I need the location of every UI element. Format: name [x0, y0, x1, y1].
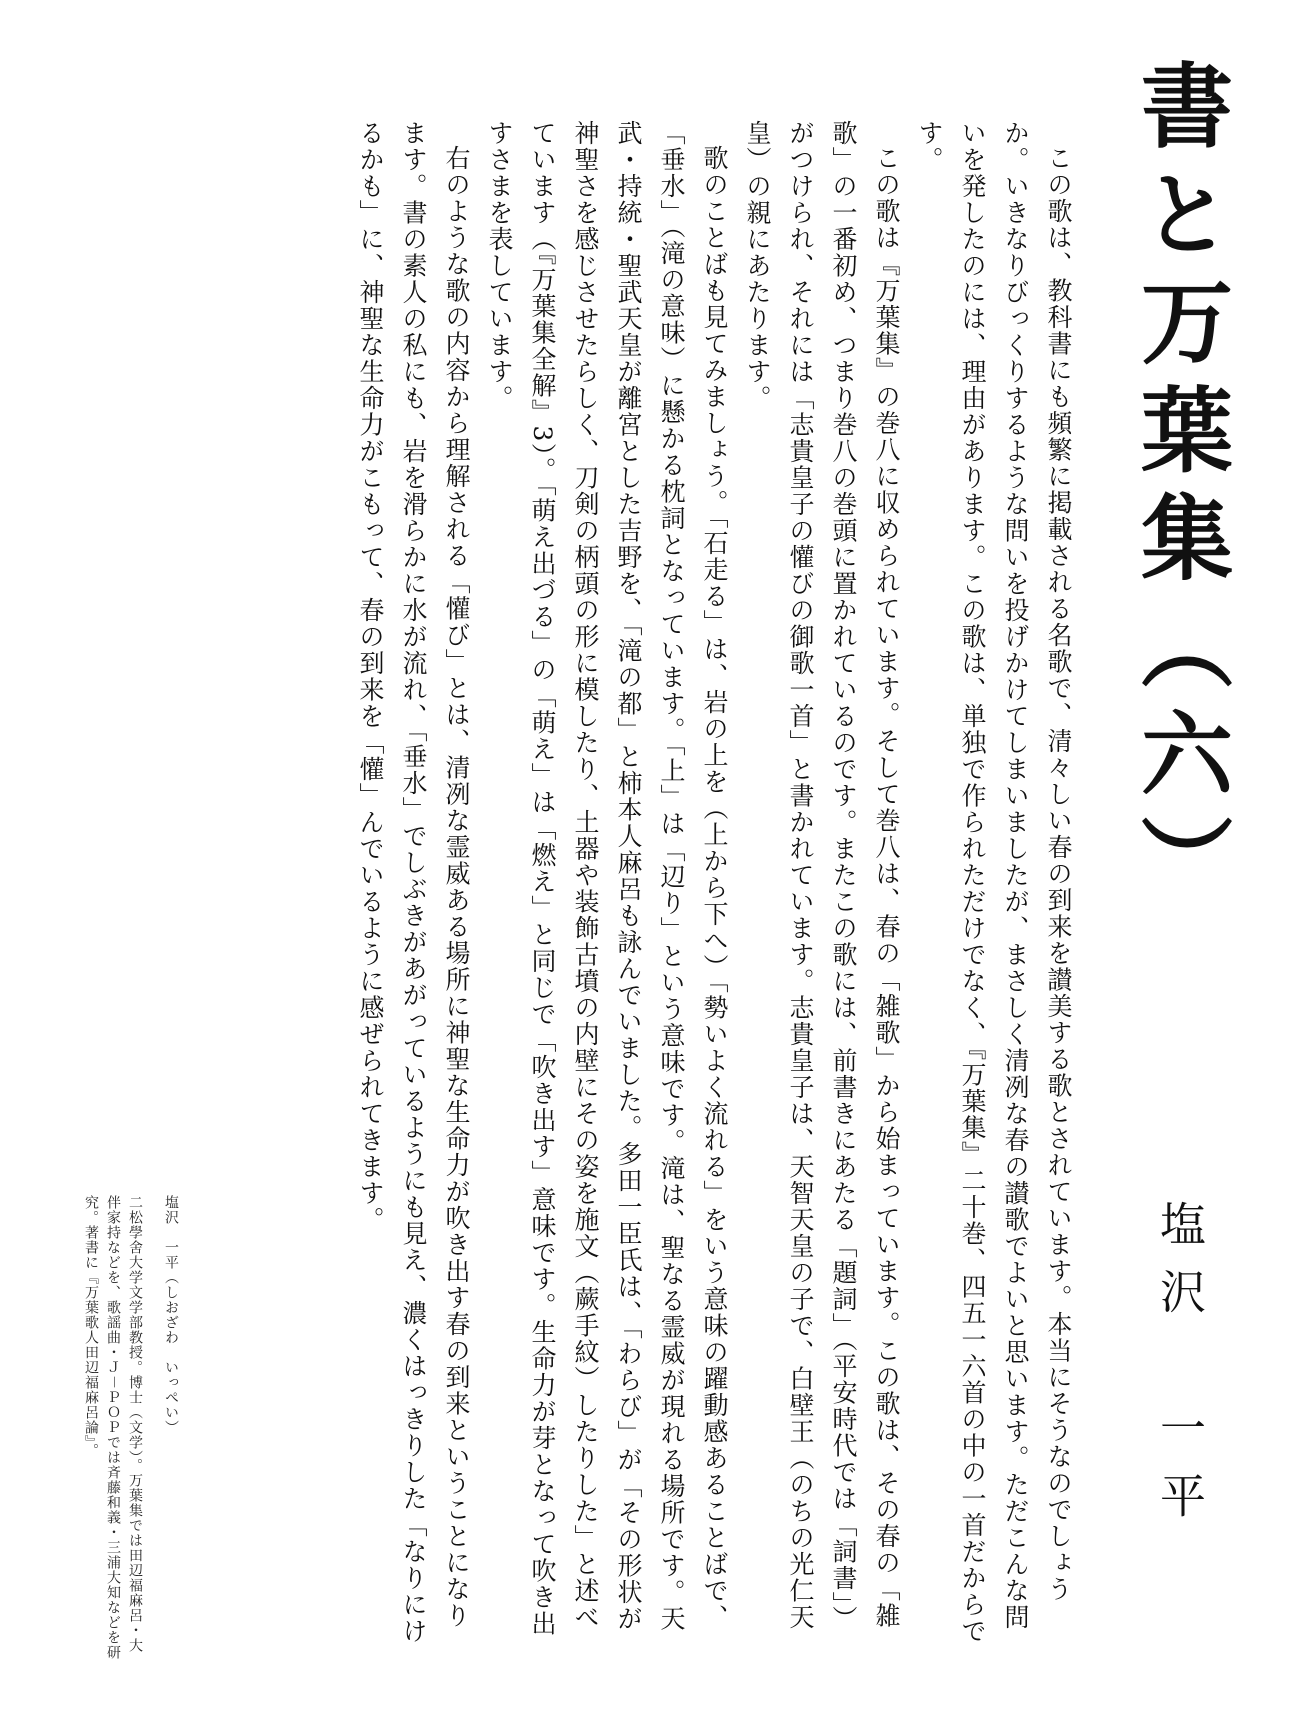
article-title: 書と万葉集（六） [1126, 58, 1234, 922]
article-body [220, 120, 1080, 1650]
author-profile [62, 1195, 182, 1665]
author-name: 塩沢 一平 [1153, 1200, 1207, 1540]
body-paragraph: 歌のことばも見てみましょう。「石走る」は、岩の上を（上から下へ）「勢いよく流れる」をいう意味の躍動感あることばで、「垂水」（滝の意味）に懸かる枕詞となっています。「上」は「辺り」という意味です。滝は、聖なる霊威が現れる場所です。天武・持統・聖武天皇が離宮とした吉野を、「滝の都」と柿本人麻呂も詠んでいました。多田一臣氏は、「わらび」が「その形状が神聖さを感じさせたらしく、刀剣の柄頭の形に模したり、土器や装飾古墳の内壁にその姿を施文（蕨手紋）したりした」と述べています（『万葉集全解』3）。「萌え出づる」の「萌え」は「燃え」と同じで「吹き出す」意味です。生命力が芽となって吹き出すさまを表しています。 [485, 120, 729, 1637]
body-paragraph: この歌は『万葉集』の巻八に収められています。そして巻八は、春の「雑歌」から始まっています。この歌は、その春の「雑歌」の一番初め、つまり巻八の巻頭に置かれているのです。またこの歌には、前書きにあたる「題詞」（平安時代では「詞書」）がつけられ、それには「志貴皇子の懽びの御歌一首」と書かれています。志貴皇子は、天智天皇の子で、白壁王（のちの光仁天皇）の親にあたります。 [743, 120, 901, 1632]
profile-bio: 二松學舍大学文学部教授。博士（文学）。万葉集では田辺福麻呂・大伴家持などを、歌謡曲・Ｊ－ＰＯＰでは斉藤和義・三浦大知などを研究。著書に『万葉歌人田辺福麻呂論』。 [83, 1195, 143, 1660]
body-paragraph: 右のような歌の内容から理解される「懽び」とは、清冽な霊威ある場所に神聖な生命力が吹き出す春の到来ということになります。書の素人の私にも、岩を滑らかに水が流れ、「垂水」でしぶきがあがっているようにも見え、濃くはっきりした「なりにけるかも」に、神聖な生命力がこもって、春の到来を「懽」んでいるように感ぜられてきます。 [356, 120, 471, 1645]
profile-name: 塩沢 一平（しおざわ いっぺい） [163, 1195, 179, 1435]
body-paragraph: この歌は、教科書にも頻繁に掲載される名歌で、清々しい春の到来を讃美する歌とされています。本当にそうなのでしょうか。いきなりびっくりするような問いを投げかけてしまいましたが、まさしく清冽な春の讃歌でよいと思います。ただこんな問いを発したのには、理由があります。この歌は、単独で作られただけでなく、『万葉集』二十巻、四五一六首の中の一首だからです。 [915, 120, 1073, 1645]
